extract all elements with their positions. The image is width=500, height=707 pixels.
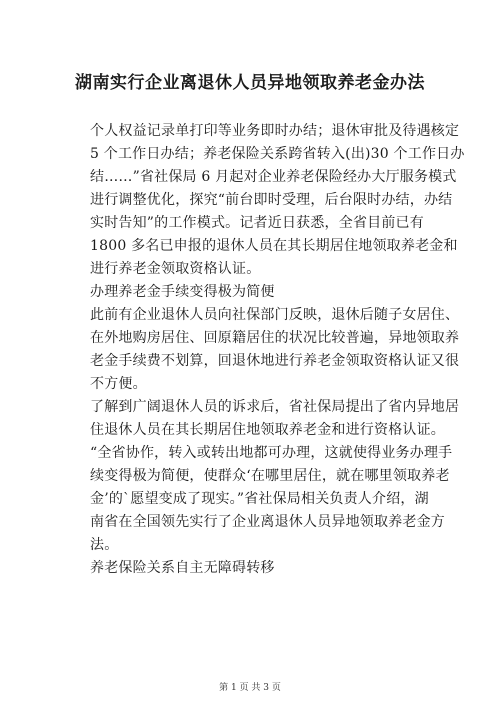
text-line: “全省协作，转入或转出地都可办理，这就使得业务办理手 [90,445,453,461]
page-footer: 第 1 页 共 3 页 [219,683,281,693]
text-line: 了解到广阔退休人员的诉求后，省社保局提出了省内异地居 [90,399,460,415]
text-line: 法。 [90,537,119,553]
document-body [90,120,465,580]
text-line: 续变得极为简便，使群众‘在哪里居住，就在哪里领取养老 [90,468,450,484]
text-line: 在外地购房居住、回原籍居住的状况比较普遍，异地领取养 [90,330,460,346]
text-line: 进行养老金领取资格认证。 [90,261,261,277]
text-line: 1800 多名已申报的退休人员在其长期居住地领取养老金和 [90,238,458,254]
text-line: 金’的`愿望变成了现实。”省社保局相关负责人介绍，湖 [90,491,429,507]
document-title: 湖南实行企业离退休人员异地领取养老金办法 [75,73,425,93]
text-line: 进行调整优化，探究“前台即时受理，后台限时办结，办结 [90,192,453,208]
text-line: 老金手续费不划算，回退休地进行养老金领取资格认证又很 [90,353,460,369]
text-line: 实时告知”的工作模式。记者近日获悉，全省目前已有 [90,215,424,231]
text-line: 结……”省社保局 6 月起对企业养老保险经办大厅服务模式 [90,169,457,185]
text-line: 住退休人员在其长期居住地领取养老金和进行资格认证。 [90,422,445,438]
text-line: 5 个工作日办结；养老保险关系跨省转入(出)30 个工作日办 [90,146,465,162]
section-heading: 养老保险关系自主无障碍转移 [90,560,275,576]
section-heading: 办理养老金手续变得极为简便 [90,284,275,300]
text-line: 此前有企业退休人员向社保部门反映，退休后随子女居住、 [90,307,460,323]
text-line: 个人权益记录单打印等业务即时办结；退休审批及待遇核定 [90,123,460,139]
text-line: 不方便。 [90,376,147,392]
text-line: 南省在全国领先实行了企业离退休人员异地领取养老金方 [90,514,445,530]
